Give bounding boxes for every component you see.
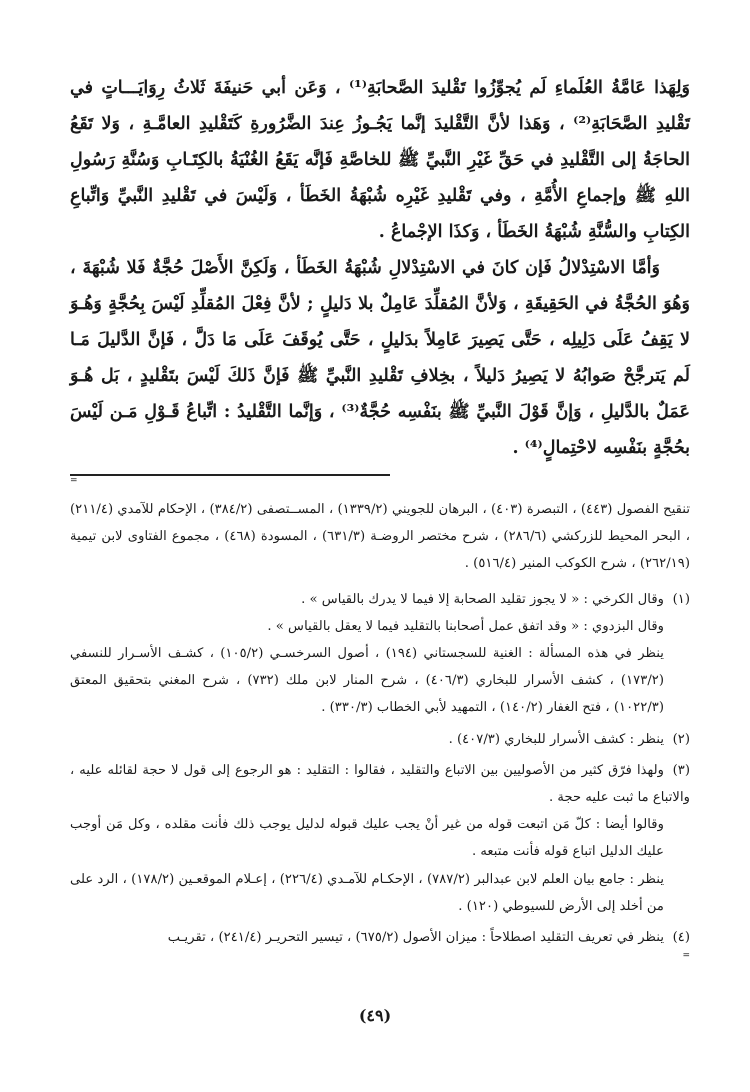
footnote-continuation [70, 496, 690, 578]
footnote-line: ينظر : جامع بيان العلم لابن عبدالبر (٧٨٧/٢) ، الإحكـام للآمـدي (٢٢٦/٤) ، إعـلام الموقعـين (١٧٨/٢) ، الرد على من أخلد إلى الأرض للسيوطي (١٢٠) . [70, 871, 664, 914]
main-paragraph-2: وَأمَّا الاسْتِدْلالُ فَإن كانَ في الاسْتِدْلالِ شُبْهَةُ الخَطَأ ، وَلَكِنَّ الأَصْلَ حُجَّةٌ فَلا شُبْهَةَ ، وَهُوَ الحُجَّةُ في الحَقِيقَةِ ، وَلأنَّ المُقلِّدَ عَامِلٌ بلا دَليلٍ ; لأنَّ فِعْلَ المُقلِّدِ لَيْسَ بِحُجَّةٍ وَهُـوَ لا يَقِفُ عَلَى دَلِيلِه ، حَتَّى يَصِيرَ عَامِلاً بدَليلٍ ، حَتَّى يُوقَفَ عَلَى مَا دَلَّ ، فَإنَّ الدَّليلَ مَـا لَم يَترجَّحْ صَوابُهُ لا يَصِيرُ دَليلاً ، بخِلافِ تَقْليدِ النَّبيِّ ﷺ فَإنَّ ذَلكَ لَيْسَ بتَقْليدٍ ، بَل هُـوَ عَمَلٌ بالدَّليلِ ، وَإنَّ قَوْلَ النَّبيِّ ﷺ بنَفْسِه حُجَّةٌ⁽³⁾ ، وَإنَّما التَّقْليدُ : اتِّباعُ قَـوْلِ مَـن لَيْسَ بحُجَّةٍ بنَفْسِه لاحْتِمالٍ⁽⁴⁾ . [70, 258, 690, 458]
separator-mark: = [70, 476, 78, 486]
footnote-number: (٤) [672, 930, 690, 946]
main-text [70, 70, 690, 466]
footnotes [70, 496, 690, 961]
footnote-line: ولهذا فرّق كثير من الأصوليين بين الاتباع والتقليد ، فقالوا : التقليد : هو الرجوع إلى قول لا حجة لقائله عليه ، والاتباع ما ثبت عليه حجة . [70, 762, 690, 806]
footnote-number: (٢) [672, 731, 690, 747]
footnote-line: ينظر : كشف الأسرار للبخاري (٤٠٧/٣) . [448, 731, 664, 747]
continuation-mark: = [682, 951, 690, 962]
footnote-2 [70, 726, 690, 753]
footnote-number: (٣) [672, 762, 690, 778]
footnote-number: (١) [672, 591, 690, 607]
footnote-continuation-text: تنقيح الفصول (٤٤٣) ، التبصرة (٤٠٣) ، البرهان للجويني (١٣٣٩/٢) ، المســتصفى (٣٨٤/٢) ، الإحكام للآمدي (٢١١/٤) ، البحر المحيط للزركشي (٢٨٦/٦) ، شرح مختصر الروضـة (٦٣١/٣) ، المسودة (٤٦٨) ، مجموع الفتاوى لابن تيمية (٢٦٢/١٩) ، شرح الكوكب المنير (٥١٦/٤) . [70, 502, 690, 572]
footnote-line: ينظر في تعريف التقليد اصطلاحاً : ميزان الأصول (٦٧٥/٢) ، تيسير التحريـر (٢٤١/٤) ، تقريـب [167, 930, 664, 946]
footnote-line: وقالوا أيضا : كلّ مَن اتبعت قوله من غير أنْ يجب عليك قبوله لدليل يوجب ذلك فأنت مقلده ، وكل مَن أوجب عليك الدليل اتباع قوله فأنت متبعه . [70, 817, 664, 860]
footnote-1 [70, 586, 690, 722]
page-number: (٤٩) [358, 1006, 392, 1025]
page-body [70, 70, 690, 961]
footnote-line: وقال الكرخي : « لا يجوز تقليد الصحابة إلا فيما لا يدرك بالقياس » . [301, 591, 664, 607]
footnote-3 [70, 757, 690, 920]
footnote-line: ينظر في هذه المسألة : الغنية للسجستاني (١٩٤) ، أصول السرخسـي (١٠٥/٢) ، كشـف الأسـرار للنسفي (١٧٣/٢) ، كشف الأسرار للبخاري (٤٠٦/٣) ، شرح المنار لابن ملك (٧٣٢) ، شرح المغني بتحقيق المعتق (١٠٢٢/٣) ، فتح الغفار (١٤٠/٢) ، التمهيد لأبي الخطاب (٣٣٠/٣) . [70, 646, 665, 716]
footnote-4 [70, 924, 690, 951]
footnote-line: وقال البزدوي : « وقد اتفق عمل أصحابنا بالتقليد فيما لا يعقل بالقياس » . [267, 618, 664, 634]
main-paragraph-1: وَلِهَذا عَامَّةُ العُلَماءِ لَم يُجوِّزُوا تَقْليدَ الصَّحابَةِ⁽¹⁾ ، وَعَن أبي حَنيفَةَ ثَلاثُ رِوَايَـــاتٍ في تَقْليدِ الصَّحَابَةِ⁽²⁾ ، وَهَذا لأنَّ التَّقْليدَ إنَّما يَجُـوزُ عِندَ الضَّرُورةِ كَتَقْليدِ العامَّـةِ ، وَلا تَقَعُ الحاجَةُ إلى التَّقْليدِ في حَقِّ غَيْرِ النَّبيِّ ﷺ للخاصَّةِ فَإنَّه يَقَعُ الغُنْيَةُ بالكِتَـابِ وَسُنَّةِ رَسُولِ اللهِ ﷺ وإجماعِ الأُمَّةِ ، وفي تَقْليدِ غَيْرِه شُبْهَةُ الخَطَأ ، وَلَيْسَ في تَقْليدِ النَّبيِّ وَاتِّباعِ الكِتابِ والسُّنَّةِ شُبْهَةُ الخَطَأ ، وَكذَا الإجْماعُ . [70, 78, 690, 242]
